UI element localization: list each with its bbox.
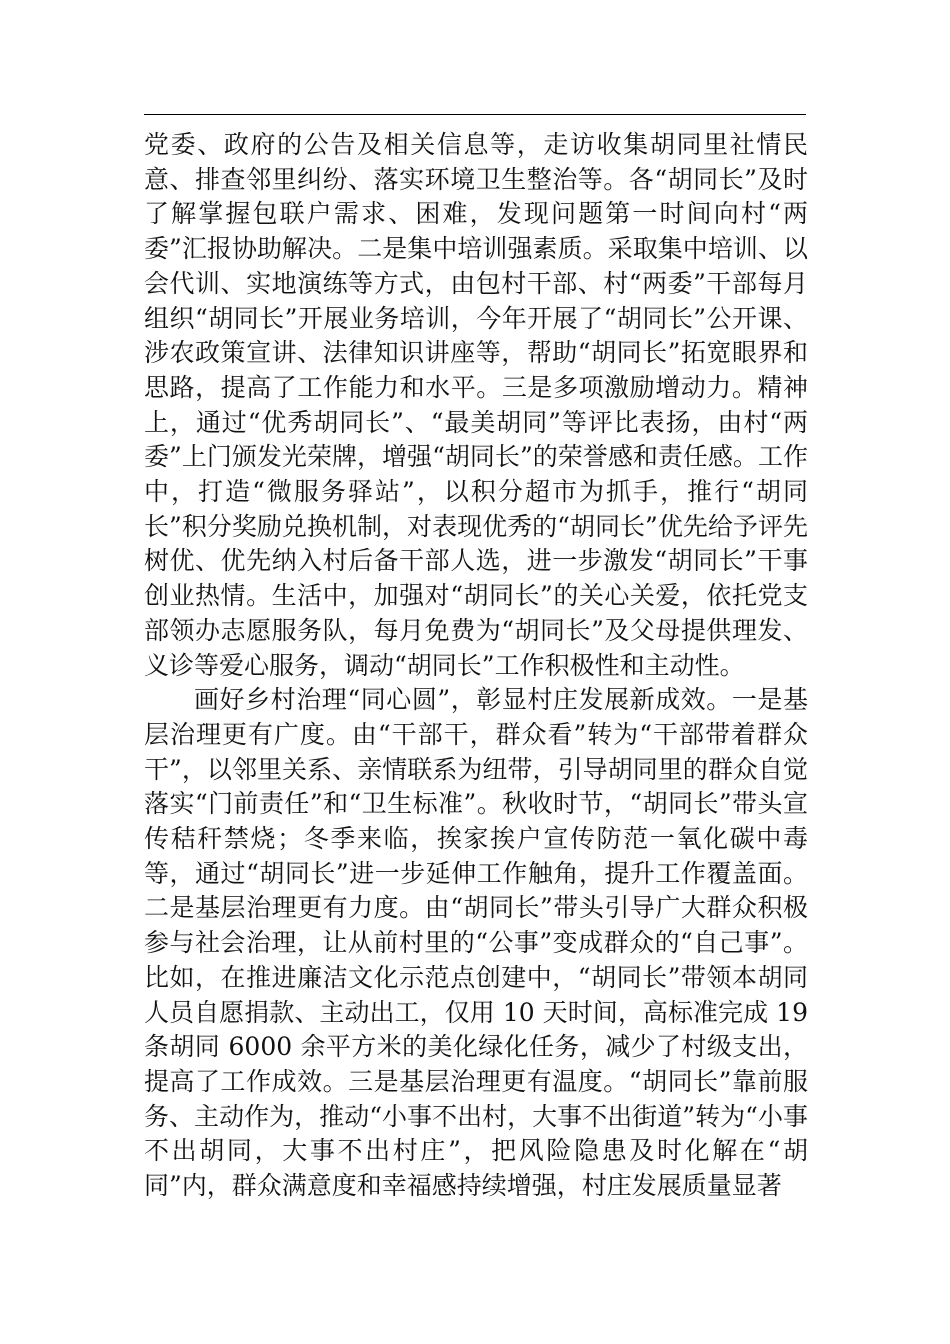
paragraph-governance: 画好乡村治理“同心圆”，彰显村庄发展新成效。一是基层治理更有广度。由“干部干，群众看”转为“干部带着群众干”，以邻里关系、亲情联系为纽带，引导胡同里的群众自觉落实“门前责任”和“卫生标准”。秋收时节，“胡同长”带头宣传秸秆禁烧；冬季来临，挨家挨户宣传防范一氧化碳中毒等，通过“胡同长”进一步延伸工作触角，提升工作覆盖面。二是基层治理更有力度。由“胡同长”带头引导广大群众积极参与社会治理，让从前村里的“公事”变成群众的“自己事”。比如，在推进廉洁文化示范点创建中，“胡同长”带领本胡同人员自愿捐款、主动出工，仅用 10 天时间，高标准完成 19 条胡同 6000 余平方米的美化绿化任务，减少了村级支出，提高了工作成效。三是基层治理更有温度。“胡同长”靠前服务、主动作为，推动“小事不出村，大事不出街道”转为“小事不出胡同，大事不出村庄”，把风险隐患及时化解在“胡同”内，群众满意度和幸福感持续增强，村庄发展质量显著 (144, 685, 808, 1201)
paragraph-continued: 党委、政府的公告及相关信息等，走访收集胡同里社情民意、排查邻里纠纷、落实环境卫生整治等。各“胡同长”及时了解掌握包联户需求、困难，发现问题第一时间向村“两委”汇报协助解决。二是集中培训强素质。采取集中培训、以会代训、实地演练等方式，由包村干部、村“两委”干部每月组织“胡同长”开展业务培训，今年开展了“胡同长”公开课、涉农政策宣讲、法律知识讲座等，帮助“胡同长”拓宽眼界和思路，提高了工作能力和水平。三是多项激励增动力。精神上，通过“优秀胡同长”、“最美胡同”等评比表扬，由村“两委”上门颁发光荣牌，增强“胡同长”的荣誉感和责任感。工作中，打造“微服务驿站”，以积分超市为抓手，推行“胡同长”积分奖励兑换机制，对表现优秀的“胡同长”优先给予评先树优、优先纳入村后备干部人选，进一步激发“胡同长”干事创业热情。生活中，加强对“胡同长”的关心关爱，依托党支部领办志愿服务队，每月免费为“胡同长”及父母提供理发、义诊等爱心服务，调动“胡同长”工作积极性和主动性。 (144, 130, 808, 680)
document-body (144, 128, 808, 1204)
header-divider (144, 114, 806, 115)
